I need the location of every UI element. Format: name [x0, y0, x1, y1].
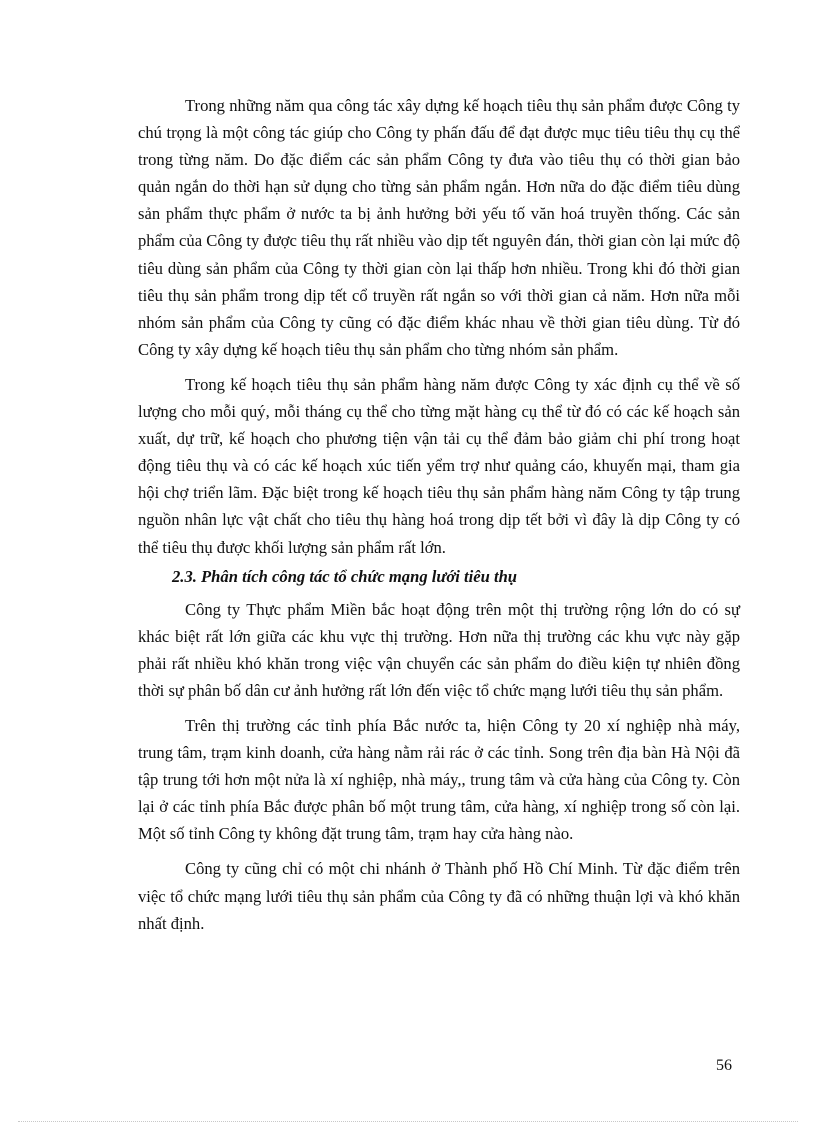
page-bottom-divider: [18, 1121, 798, 1122]
paragraph-northern-market: Trên thị trường các tỉnh phía Bắc nước ta, hiện Công ty 20 xí nghiệp nhà máy, trung tâm, trạm kinh doanh, cửa hàng nằm rải rác ở các tỉnh. Song trên địa bàn Hà Nội đã tập trung tới hơn một nửa là xí nghiệp, nhà máy,, trung tâm và cửa hàng của Công ty. Còn lại ở các tỉnh phía Bắc được phân bố một trung tâm, cửa hàng, xí nghiệp trong số còn lại. Một số tỉnh Công ty không đặt trung tâm, trạm hay cửa hàng nào.: [138, 715, 740, 844]
paragraph-market-overview: Công ty Thực phẩm Miền bắc hoạt động trên một thị trường rộng lớn do có sự khác biệt rất lớn giữa các khu vực thị trường. Hơn nữa thị trường các khu vực này gặp phải rất nhiều khó khăn trong việc vận chuyển các sản phẩm do điều kiện tự nhiên đồng thời sự phân bố dân cư ảnh hưởng rất lớn đến việc tổ chức mạng lưới tiêu thụ sản phẩm.: [138, 599, 740, 700]
page-body: [138, 92, 740, 945]
page-number: 56: [716, 1057, 732, 1074]
paragraph-annual-sales-plan: Trong kế hoạch tiêu thụ sản phẩm hàng năm được Công ty xác định cụ thể về số lượng cho mỗi quý, mỗi tháng cụ thể cho từng mặt hàng cụ thể từ đó có các kế hoạch sản xuất, dự trữ, kế hoạch cho phương tiện vận tải cụ thể đảm bảo giảm chi phí trong hoạt động tiêu thụ và có các kế hoạch xúc tiến yểm trợ như quảng cáo, khuyến mại, tham gia hội chợ triển lãm. Đặc biệt trong kế hoạch tiêu thụ sản phẩm hàng năm Công ty tập trung nguồn nhân lực vật chất cho tiêu thụ hàng hoá trong dịp tết bởi vì đây là dịp Công ty có thể tiêu thụ được khối lượng sản phẩm rất lớn.: [138, 374, 740, 557]
paragraph-hcmc-branch: Công ty cũng chỉ có một chi nhánh ở Thành phố Hồ Chí Minh. Từ đặc điểm trên việc tổ chức mạng lưới tiêu thụ sản phẩm của Công ty đã có những thuận lợi và khó khăn nhất định.: [138, 859, 740, 933]
paragraph-sales-plan-overview: Trong những năm qua công tác xây dựng kế hoạch tiêu thụ sản phẩm được Công ty chú trọng là một công tác giúp cho Công ty phấn đấu để đạt được mục tiêu tiêu thụ cụ thể trong từng năm. Do đặc điểm các sản phẩm Công ty đưa vào tiêu thụ có thời gian bảo quản ngắn do thời hạn sử dụng cho từng sản phẩm ngắn. Hơn nữa do đặc điểm tiêu dùng sản phẩm thực phẩm ở nước ta bị ảnh hưởng bởi yếu tố văn hoá truyền thống. Các sản phẩm của Công ty được tiêu thụ rất nhiều vào dịp tết nguyên đán, thời gian còn lại mức độ tiêu dùng sản phẩm của Công ty thời gian còn lại thấp hơn nhiều. Trong khi đó thời gian tiêu thụ sản phẩm trong dịp tết cổ truyền rất ngắn so với thời gian cả năm. Hơn nữa mỗi nhóm sản phẩm của Công ty cũng có đặc điểm khác nhau về thời gian tiêu dùng. Từ đó Công ty xây dựng kế hoạch tiêu thụ sản phẩm cho từng nhóm sản phẩm.: [138, 96, 740, 359]
section-heading: 2.3. Phân tích công tác tổ chức mạng lưới tiêu thụ: [172, 566, 518, 586]
